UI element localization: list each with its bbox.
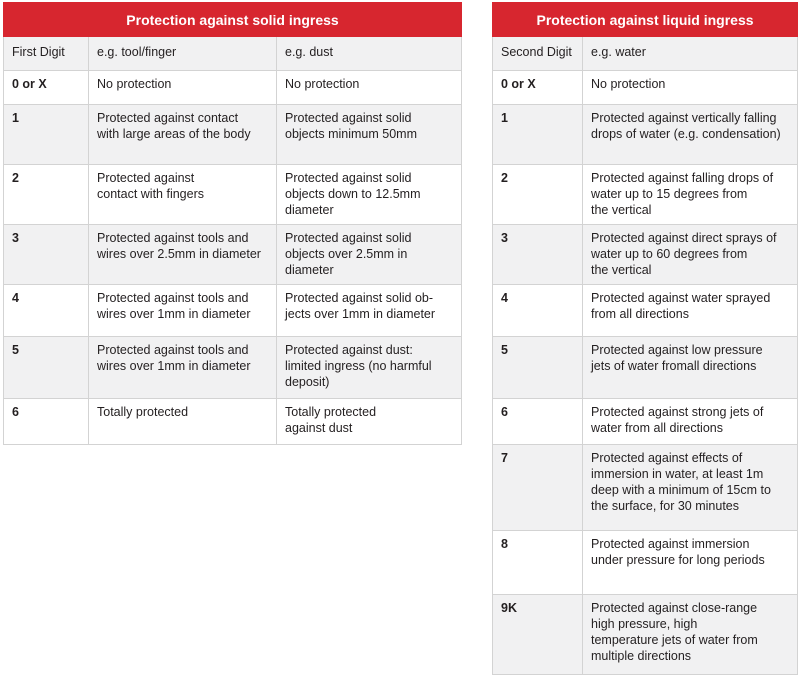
water-text: Protected against water sprayed from all directions (591, 291, 771, 321)
table-row (493, 225, 798, 285)
table-row (4, 225, 462, 285)
tool-cell (89, 105, 277, 165)
tool-cell (89, 71, 277, 105)
water-cell (583, 445, 798, 531)
water-text: Protected against close-range high pressure, high temperature jets of water from multiple directions (591, 601, 758, 663)
table-row (4, 105, 462, 165)
solid-ingress-title: Protection against solid ingress (4, 3, 462, 37)
dust-text: Protected against solid ob- jects over 1mm in diameter (285, 291, 436, 321)
tool-cell (89, 399, 277, 445)
dust-cell (277, 71, 462, 105)
digit-cell: 0 or X (4, 71, 89, 105)
tool-cell (89, 225, 277, 285)
dust-cell (277, 337, 462, 399)
digit-cell: 1 (4, 105, 89, 165)
liquid-ingress-title: Protection against liquid ingress (493, 3, 798, 37)
water-cell (583, 165, 798, 225)
digit-cell: 4 (493, 285, 583, 337)
digit-cell: 0 or X (493, 71, 583, 105)
dust-cell (277, 165, 462, 225)
dust-text: Protected against solid objects over 2.5mm in diameter (285, 231, 412, 277)
water-cell (583, 399, 798, 445)
digit-cell: 5 (493, 337, 583, 399)
table-row (493, 595, 798, 675)
water-text: No protection (591, 77, 666, 91)
digit-cell: 8 (493, 531, 583, 595)
table-row (4, 285, 462, 337)
dust-cell (277, 225, 462, 285)
water-text: Protected against low pressure jets of water fromall directions (591, 343, 763, 373)
dust-cell (277, 105, 462, 165)
table-row (493, 285, 798, 337)
tool-cell (89, 165, 277, 225)
digit-cell: 5 (4, 337, 89, 399)
digit-cell: 2 (4, 165, 89, 225)
dust-text: Totally protected against dust (285, 405, 377, 435)
tool-cell (89, 337, 277, 399)
digit-cell: 3 (4, 225, 89, 285)
digit-cell: 6 (4, 399, 89, 445)
water-text: Protected against vertically falling drops of water (e.g. condensation) (591, 111, 781, 141)
dust-text: Protected against solid objects minimum 50mm (285, 111, 417, 141)
tool-text: Protected against contact with fingers (97, 171, 204, 201)
table-row (493, 531, 798, 595)
water-header: e.g. water (583, 37, 798, 71)
tool-text: No protection (97, 77, 172, 91)
digit-cell: 7 (493, 445, 583, 531)
dust-text: Protected against solid objects down to 12.5mm diameter (285, 171, 421, 217)
digit-cell: 9K (493, 595, 583, 675)
table-row (493, 445, 798, 531)
table-row (493, 165, 798, 225)
tool-text: Protected against contact with large areas of the body (97, 111, 251, 141)
water-text: Protected against falling drops of water up to 15 degrees from the vertical (591, 171, 774, 217)
tool-text: Protected against tools and wires over 2.5mm in diameter (97, 231, 261, 261)
dust-cell (277, 285, 462, 337)
table-row (493, 399, 798, 445)
table-row (493, 105, 798, 165)
water-text: Protected against effects of immersion in water, at least 1m deep with a minimum of 15cm to the surface, for 30 minutes (591, 451, 771, 513)
digit-cell: 1 (493, 105, 583, 165)
digit-cell: 4 (4, 285, 89, 337)
tool-finger-header: e.g. tool/finger (89, 37, 277, 71)
tool-text: Totally protected (97, 405, 189, 419)
water-text: Protected against strong jets of water from all directions (591, 405, 764, 435)
solid-ingress-table (3, 2, 462, 445)
dust-cell (277, 399, 462, 445)
water-cell (583, 337, 798, 399)
tool-cell (89, 285, 277, 337)
table-row (4, 165, 462, 225)
water-cell (583, 225, 798, 285)
table-row (493, 337, 798, 399)
table-header-row (4, 37, 462, 71)
water-cell (583, 71, 798, 105)
table-row (4, 399, 462, 445)
tool-text: Protected against tools and wires over 1mm in diameter (97, 291, 251, 321)
water-cell (583, 285, 798, 337)
digit-cell: 6 (493, 399, 583, 445)
liquid-ingress-table (492, 2, 798, 675)
table-row (493, 71, 798, 105)
tool-text: Protected against tools and wires over 1mm in diameter (97, 343, 251, 373)
first-digit-header: First Digit (4, 37, 89, 71)
digit-cell: 2 (493, 165, 583, 225)
dust-text: No protection (285, 77, 360, 91)
water-text: Protected against immersion under pressure for long periods (591, 537, 765, 567)
dust-text: Protected against dust: limited ingress (no harmful deposit) (285, 343, 432, 389)
dust-header: e.g. dust (277, 37, 462, 71)
water-cell (583, 531, 798, 595)
water-text: Protected against direct sprays of water up to 60 degrees from the vertical (591, 231, 777, 277)
table-row (4, 71, 462, 105)
water-cell (583, 105, 798, 165)
second-digit-header: Second Digit (493, 37, 583, 71)
digit-cell: 3 (493, 225, 583, 285)
table-header-row (493, 37, 798, 71)
water-cell (583, 595, 798, 675)
table-row (4, 337, 462, 399)
